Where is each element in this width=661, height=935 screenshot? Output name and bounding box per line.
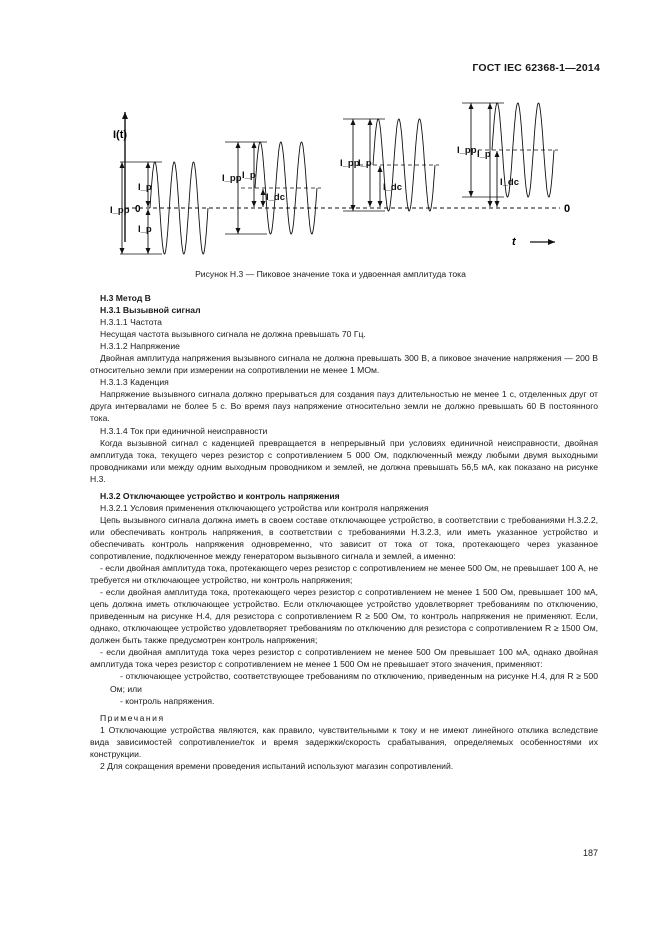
label-ip-2: I_p — [242, 170, 256, 181]
list-subitem-b: - контроль напряжения. — [120, 695, 215, 706]
notes-title: Примечания — [100, 712, 165, 723]
list-item-3: - если двойная амплитуда тока через резистор с сопротивлением не менее 500 Ом превышает 100 мА, однако двойная амплитуда тока через резистор с сопротивлением не менее 1 500 Ом не превышает этого значения, применяют: — [90, 647, 598, 670]
label-ipp-2: I_pp — [222, 173, 242, 184]
dim-ipp-1-head-top — [120, 162, 125, 168]
dim-idc-3-head-top — [378, 166, 383, 172]
t-axis-label: t — [512, 236, 516, 248]
dim-idc-2-head-bottom — [261, 201, 266, 207]
list-item-2: - если двойная амплитуда тока, протекающего через резистор с сопротивлением не менее 1 500 Ом, превышает 100 мА, цепь должна иметь отключающее устройство. Если отключающее устройство удовлетворяет требованиям по отключению, приведенным на рисунке Н.4, для резистора с сопротивлением R ≥ 500 Ом, то контроль напряжения не применяют. Если, однако, отключающее устройство удовлетворяет требованиям по отключению для резистора с сопротивлением R ≥ 1500 Ом, должен быть также предусмотрен контроль напряжения; — [90, 587, 598, 646]
paragraph-h311: Несущая частота вызывного сигнала не должна превышать 70 Гц. — [100, 329, 366, 340]
dim-ip-1b-head-top — [146, 209, 151, 215]
label-ip-3: I_p — [358, 158, 372, 169]
zero-label-left: 0 — [135, 204, 141, 215]
subsection-h313: Н.3.1.3 Каденция — [100, 377, 169, 388]
list-item-1: - если двойная амплитуда тока, протекающего через резистор с сопротивлением не менее 500 Ом, не превышает 100 А, не требуется ни отключающее устройство, ни контроль напряжения; — [90, 563, 598, 586]
dim-ip-3-head-bottom — [368, 201, 373, 207]
standard-header: ГОСТ IEC 62368-1—2014 — [472, 62, 600, 74]
label-ip-1a: I_p — [138, 182, 152, 193]
label-idc-2: I_dc — [266, 192, 286, 203]
document-body — [90, 292, 598, 772]
label-ipp-4: I_pp — [457, 145, 477, 156]
dim-ip-3-head-top — [368, 119, 373, 125]
dim-ip-4-head-bottom — [488, 201, 493, 207]
zero-label: 0 — [564, 203, 571, 215]
label-ip-1b: I_p — [138, 224, 152, 235]
dim-idc-2-head-top — [261, 189, 266, 195]
label-ipp-3: I_pp — [340, 158, 360, 169]
subsection-h312: Н.3.1.2 Напряжение — [100, 341, 180, 352]
note-1: 1 Отключающие устройства являются, как правило, чувствительными к току и не имеют линейного отклика вследствие вида зависимостей сопротивление/ток и время задержки/скорость срабатывания, определяемых особенностями их конструкции. — [90, 724, 598, 759]
dim-ipp-4-head-top — [469, 103, 474, 109]
dim-ip-4-head-top — [488, 103, 493, 109]
dim-idc-4-head-top — [495, 151, 500, 157]
paragraph-h312: Двойная амплитуда напряжения вызывного сигнала не должна превышать 300 В, а пиковое значение напряжения — 200 В относительно земли при измерении на сопротивлении не менее 1 МОм. — [90, 353, 598, 376]
dim-ip-1a-head-top — [146, 162, 151, 168]
dim-idc-4-head-bottom — [495, 201, 500, 207]
axes — [125, 112, 560, 242]
subsection-h311: Н.3.1.1 Частота — [100, 317, 162, 328]
y-axis-label: I(t) — [113, 129, 128, 141]
burst-1-waveform — [150, 162, 208, 254]
dim-ipp-2-head-bottom — [236, 228, 241, 234]
dim-ipp-3-head-top — [351, 119, 356, 125]
paragraph-h313: Напряжение вызывного сигнала должно прерываться для создания пауз длительностью не менее 1 с, отделенных друг от друга интервалами не более 5 с. Во время пауз напряжение относительно земли не должно превышать 60 В постоянного тока. — [90, 389, 598, 424]
dim-ipp-1-head-bottom — [120, 248, 125, 254]
dim-idc-3-head-bottom — [378, 201, 383, 207]
heading-h3: Н.3 Метод В — [100, 293, 151, 303]
dim-ipp-4-head-bottom — [469, 191, 474, 197]
figure-h3 — [0, 0, 661, 265]
label-idc-3: I_dc — [383, 182, 403, 193]
paragraph-h314: Когда вызывной сигнал с каденцией превращается в непрерывный при условиях единичной неисправности, двойная амплитуда тока, текущего через резистор с сопротивлением 5 000 Ом, подключенный между любыми двумя выходными проводниками или между одним выходным проводником и землей, не должна превышать 56,5 мА, как показано на рисунке Н.3. — [90, 437, 598, 484]
paragraph-h321: Цепь вызывного сигнала должна иметь в своем составе отключающее устройство, в соответствии с требованиями Н.3.2.2, или обеспечивать контроль напряжения, в соответствии с требованиями Н.3.2.3, или иметь указанное устройство и обеспечивать контроль напряжения одновременно, что зависит от тока от тока, протекающего через указанное сопротивление, подключенное между генератором вызывного сигнала и землей, а именно: — [90, 514, 598, 561]
dim-ip-2-head-top — [252, 142, 257, 148]
dim-ipp-2-head-top — [236, 142, 241, 148]
subsection-h321: Н.3.2.1 Условия применения отключающего устройства или контроля напряжения — [100, 502, 429, 513]
label-ipp-1: I_pp — [110, 205, 130, 216]
page-number: 187 — [582, 848, 598, 858]
list-subitem-a: - отключающее устройство, соответствующее требованиям по отключению, приведенным на рисунке Н.4, для R ≥ 500 Ом; или — [110, 671, 598, 694]
note-2: 2 Для сокращения времени проведения испытаний используют магазин сопротивлений. — [100, 760, 454, 771]
dim-ip-2-head-bottom — [252, 201, 257, 207]
label-idc-4: I_dc — [500, 177, 520, 188]
figure-caption: Рисунок Н.3 — Пиковое значение тока и удвоенная амплитуда тока — [195, 269, 466, 279]
label-ip-4: I_p — [477, 149, 491, 160]
dim-ip-1b-head-bottom — [146, 248, 151, 254]
heading-h32: Н.3.2 Отключающее устройство и контроль напряжения — [100, 490, 340, 501]
heading-h31: Н.3.1 Вызывной сигнал — [100, 305, 201, 316]
subsection-h314: Н.3.1.4 Ток при единичной неисправности — [100, 425, 268, 436]
